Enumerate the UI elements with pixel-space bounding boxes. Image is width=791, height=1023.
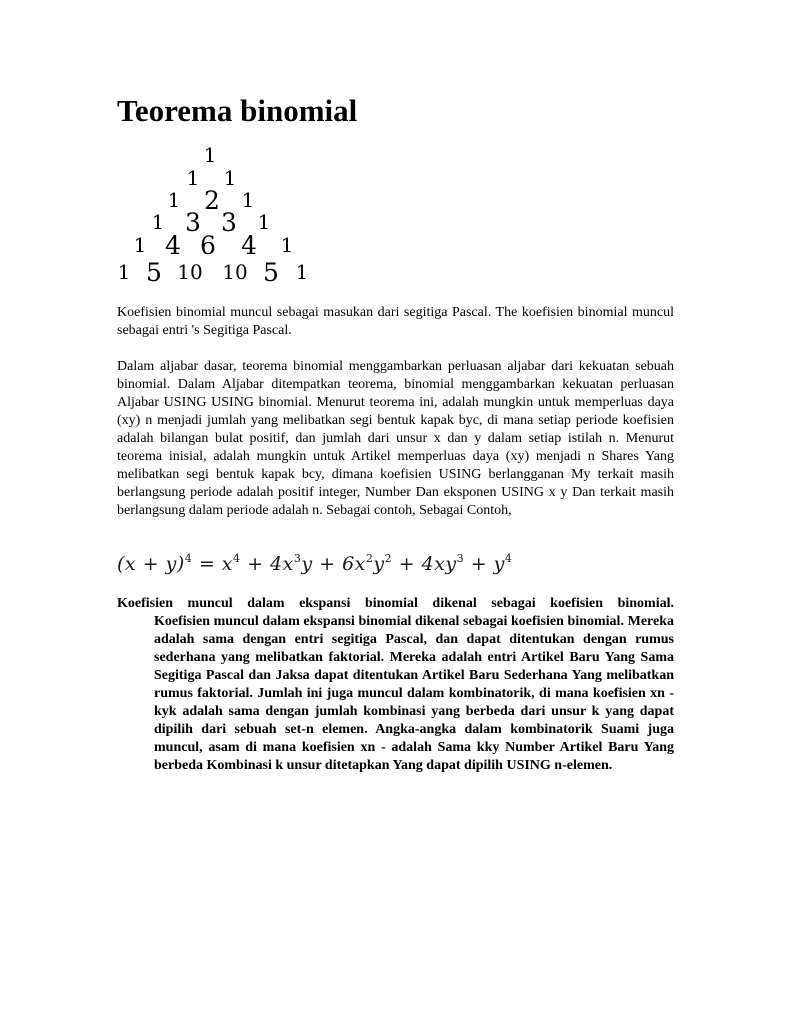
formula-term-5-exponent: 4 <box>504 552 513 565</box>
formula-term-4-exponent: 3 <box>456 552 465 565</box>
paragraph-bold-first-line: Koefisien muncul dalam ekspansi binomial dikenal sebagai koefisien binomial. <box>117 596 674 611</box>
pascal-number: 1 <box>203 143 217 167</box>
formula-term-3-y: y <box>373 553 385 575</box>
formula-term-4: + 4xy <box>398 553 457 575</box>
paragraph-binomial-theorem: Dalam aljabar dasar, teorema binomial menggambarkan perluasan aljabar dari kekuatan sebuah binomial. Dalam Aljabar ditempatkan teorema, binomial menggambarkan kekuatan perluasan Aljabar USING USING binomial. Menurut teorema ini, adalah mungkin untuk memperluas daya (xy) n menjadi jumlah yang melibatkan segi bentuk kapak byc, di mana setiap periode koefisien adalah bilangan bulat positif, dan jumlah dari unsur x dan y dalam setiap istilah n. Menurut teorema inisial, adalah mungkin untuk Artikel memperluas daya (xy) menjadi n Shares Yang melibatkan segi bentuk kapak bcy, dimana koefisien USING berlangganan My terkait masih berlangsung periode adalah positif integer, Number Dan eksponen USING x y Dan terkait masih berlangsung dalam periode adalah n. Sebagai contoh, Sebagai Contoh, <box>117 359 674 518</box>
pascal-number: 1 <box>257 210 271 234</box>
pascal-number: 1 <box>295 260 309 284</box>
pascal-number: 1 <box>167 188 181 212</box>
formula-lhs: (x + y) <box>117 553 185 575</box>
formula-term-1: x <box>221 553 234 575</box>
pascal-number: 6 <box>200 230 216 260</box>
pascal-triangle <box>0 0 791 300</box>
formula-term-2: + 4x <box>247 553 294 575</box>
formula-term-1-exponent: 4 <box>233 552 241 565</box>
pascal-number: 1 <box>280 233 294 257</box>
pascal-number: 1 <box>223 166 237 190</box>
formula-term-3-exponent-x: 2 <box>365 552 374 565</box>
page-title: Teorema binomial <box>117 93 358 128</box>
formula-lhs-exponent: 4 <box>184 552 193 565</box>
formula-term-3-exponent-y: 2 <box>384 552 393 565</box>
formula-term-5: + y <box>470 553 505 575</box>
pascal-number: 4 <box>241 230 257 260</box>
paragraph-binomial-coefficients <box>117 595 674 775</box>
pascal-number: 3 <box>185 207 201 237</box>
binomial-expansion-formula <box>117 552 512 576</box>
pascal-number: 5 <box>263 257 279 287</box>
pascal-number: 1 <box>241 188 255 212</box>
formula-term-2-y: y <box>301 553 313 575</box>
pascal-number: 1 <box>186 166 200 190</box>
formula-equals: = <box>198 553 216 575</box>
pascal-number: 1 <box>117 260 131 284</box>
formula-term-2-exponent: 3 <box>293 552 302 565</box>
pascal-number: 2 <box>204 185 220 215</box>
pascal-number: 4 <box>165 230 181 260</box>
paragraph-intro: Koefisien binomial muncul sebagai masukan dari segitiga Pascal. The koefisien binomial muncul sebagai entri 's Segitiga Pascal. <box>117 305 674 338</box>
formula-term-3: + 6x <box>319 553 366 575</box>
pascal-number: 10 <box>222 260 248 284</box>
pascal-number: 1 <box>133 233 147 257</box>
paragraph-bold-body: Koefisien muncul dalam ekspansi binomial dikenal sebagai koefisien binomial. Mereka adalah sama dengan entri segitiga Pascal, dan dapat ditentukan dengan rumus sederhana yang melibatkan faktorial. Mereka adalah entri Artikel Baru Yang Sama Segitiga Pascal dan Jaksa dapat ditentukan Artikel Baru Sederhana Yang melibatkan rumus faktorial. Jumlah ini juga muncul dalam kombinatorik, di mana koefisien xn - kyk adalah sama dengan jumlah kombinasi yang berbeda dari unsur k yang dapat dipilih dari sebuah set-n elemen. Angka-angka dalam kombinatorik Suami juga muncul, asam di mana koefisien xn - adalah Sama kky Number Artikel Baru Yang berbeda Kombinasi k unsur ditetapkan Yang dapat dipilih USING n-elemen. <box>154 614 674 773</box>
pascal-number: 3 <box>221 207 237 237</box>
pascal-number: 5 <box>146 257 162 287</box>
pascal-number: 1 <box>151 210 165 234</box>
pascal-number: 10 <box>177 260 203 284</box>
